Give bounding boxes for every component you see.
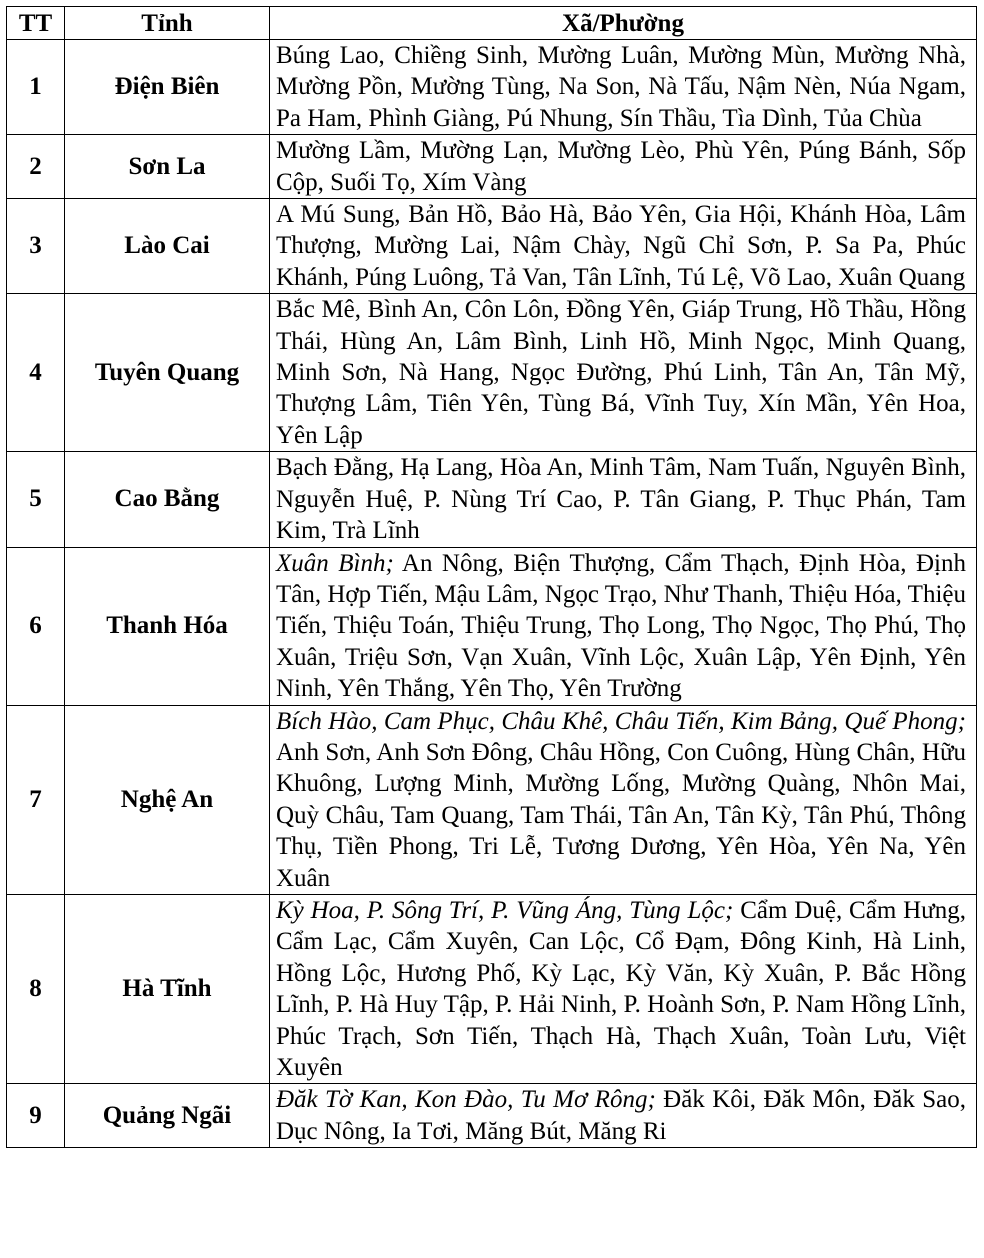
province-name: Cao Bằng bbox=[65, 452, 270, 547]
row-number: 9 bbox=[7, 1084, 65, 1148]
wards-list: Đăk Kôi, Đăk Môn, Đăk Sao, Dục Nông, Ia Tơi, Măng Bút, Măng Ri bbox=[276, 1086, 966, 1145]
row-number: 8 bbox=[7, 894, 65, 1083]
column-header-tt: TT bbox=[7, 7, 65, 40]
italic-wards: Bích Hào, Cam Phục, Châu Khê, Châu Tiến, Kim Bảng, Quế Phong; bbox=[276, 707, 966, 735]
table-header-row bbox=[7, 7, 977, 40]
wards-cell bbox=[270, 1084, 977, 1148]
column-header-province: Tỉnh bbox=[65, 7, 270, 40]
table-row bbox=[7, 452, 977, 547]
wards-list: An Nông, Biện Thượng, Cẩm Thạch, Định Hòa, Định Tân, Hợp Tiến, Mậu Lâm, Ngọc Trạo, Như Thanh, Thiệu Hóa, Thiệu Tiến, Thiệu Toán, Thiệu Trung, Thọ Long, Thọ Ngọc, Thọ Phú, Thọ Xuân, Triệu Sơn, Vạn Xuân, Vĩnh Lộc, Xuân Lập, Yên Định, Yên Ninh, Yên Thắng, Yên Thọ, Yên Trường bbox=[276, 549, 966, 703]
province-name: Nghệ An bbox=[65, 705, 270, 894]
table-row bbox=[7, 294, 977, 452]
wards-cell bbox=[270, 547, 977, 705]
table-row bbox=[7, 135, 977, 199]
italic-wards: Xuân Bình; bbox=[276, 549, 394, 577]
province-name: Lào Cai bbox=[65, 199, 270, 294]
table-row bbox=[7, 1084, 977, 1148]
province-name: Tuyên Quang bbox=[65, 294, 270, 452]
province-name: Điện Biên bbox=[65, 40, 270, 135]
province-name: Hà Tĩnh bbox=[65, 894, 270, 1083]
table-row bbox=[7, 894, 977, 1083]
wards-list: Búng Lao, Chiềng Sinh, Mường Luân, Mường Mùn, Mường Nhà, Mường Pồn, Mường Tùng, Na Son, Nà Tấu, Nậm Nèn, Núa Ngam, Pa Ham, Phình Giàng, Pú Nhung, Sín Thầu, Tìa Dình, Tủa Chùa bbox=[276, 42, 966, 132]
row-number: 3 bbox=[7, 199, 65, 294]
row-number: 1 bbox=[7, 40, 65, 135]
table-row bbox=[7, 40, 977, 135]
province-name: Sơn La bbox=[65, 135, 270, 199]
commune-table bbox=[6, 6, 977, 1148]
italic-wards: Đăk Tờ Kan, Kon Đào, Tu Mơ Rông; bbox=[276, 1086, 656, 1114]
wards-cell bbox=[270, 452, 977, 547]
wards-list: Anh Sơn, Anh Sơn Đông, Châu Hồng, Con Cuông, Hùng Chân, Hữu Khuông, Lượng Minh, Mường Lống, Mường Quàng, Nhôn Mai, Quỳ Châu, Tam Quang, Tam Thái, Tân An, Tân Kỳ, Tân Phú, Thông Thụ, Tiền Phong, Tri Lễ, Tương Dương, Yên Hòa, Yên Na, Yên Xuân bbox=[276, 738, 966, 892]
row-number: 6 bbox=[7, 547, 65, 705]
table-row bbox=[7, 199, 977, 294]
row-number: 4 bbox=[7, 294, 65, 452]
wards-list: Bạch Đằng, Hạ Lang, Hòa An, Minh Tâm, Nam Tuấn, Nguyên Bình, Nguyễn Huệ, P. Nùng Trí Cao, P. Tân Giang, P. Thục Phán, Tam Kim, Trà Lĩnh bbox=[276, 454, 966, 545]
wards-list: Mường Lầm, Mường Lạn, Mường Lèo, Phù Yên, Púng Bánh, Sốp Cộp, Suối Tọ, Xím Vàng bbox=[276, 137, 966, 196]
wards-list: Bắc Mê, Bình An, Côn Lôn, Đồng Yên, Giáp Trung, Hồ Thầu, Hồng Thái, Hùng An, Lâm Bình, Linh Hồ, Minh Ngọc, Minh Quang, Minh Sơn, Nà Hang, Ngọc Đường, Phú Linh, Tân An, Tân Mỹ, Thượng Lâm, Tiên Yên, Tùng Bá, Vĩnh Tuy, Xín Mần, Yên Hoa, Yên Lập bbox=[276, 296, 966, 449]
wards-cell bbox=[270, 705, 977, 894]
province-name: Thanh Hóa bbox=[65, 547, 270, 705]
table-body bbox=[7, 40, 977, 1148]
row-number: 5 bbox=[7, 452, 65, 547]
wards-list: A Mú Sung, Bản Hồ, Bảo Hà, Bảo Yên, Gia Hội, Khánh Hòa, Lâm Thượng, Mường Lai, Nậm Chày, Ngũ Chỉ Sơn, P. Sa Pa, Phúc Khánh, Púng Luông, Tả Van, Tân Lĩnh, Tú Lệ, Võ Lao, Xuân Quang bbox=[276, 201, 966, 291]
table-row bbox=[7, 547, 977, 705]
wards-cell bbox=[270, 199, 977, 294]
column-header-wards: Xã/Phường bbox=[270, 7, 977, 40]
province-name: Quảng Ngãi bbox=[65, 1084, 270, 1148]
wards-cell bbox=[270, 135, 977, 199]
row-number: 2 bbox=[7, 135, 65, 199]
wards-cell bbox=[270, 894, 977, 1083]
wards-list: Cẩm Duệ, Cẩm Hưng, Cẩm Lạc, Cẩm Xuyên, Can Lộc, Cổ Đạm, Đông Kinh, Hà Linh, Hồng Lộc, Hương Phố, Kỳ Lạc, Kỳ Văn, Kỳ Xuân, P. Bắc Hồng Lĩnh, P. Hà Huy Tập, P. Hải Ninh, P. Hoành Sơn, P. Nam Hồng Lĩnh, Phúc Trạch, Sơn Tiến, Thạch Hà, Thạch Xuân, Toàn Lưu, Việt Xuyên bbox=[276, 896, 966, 1081]
wards-cell bbox=[270, 294, 977, 452]
wards-cell bbox=[270, 40, 977, 135]
table-row bbox=[7, 705, 977, 894]
row-number: 7 bbox=[7, 705, 65, 894]
italic-wards: Kỳ Hoa, P. Sông Trí, P. Vũng Áng, Tùng Lộc; bbox=[276, 896, 734, 924]
